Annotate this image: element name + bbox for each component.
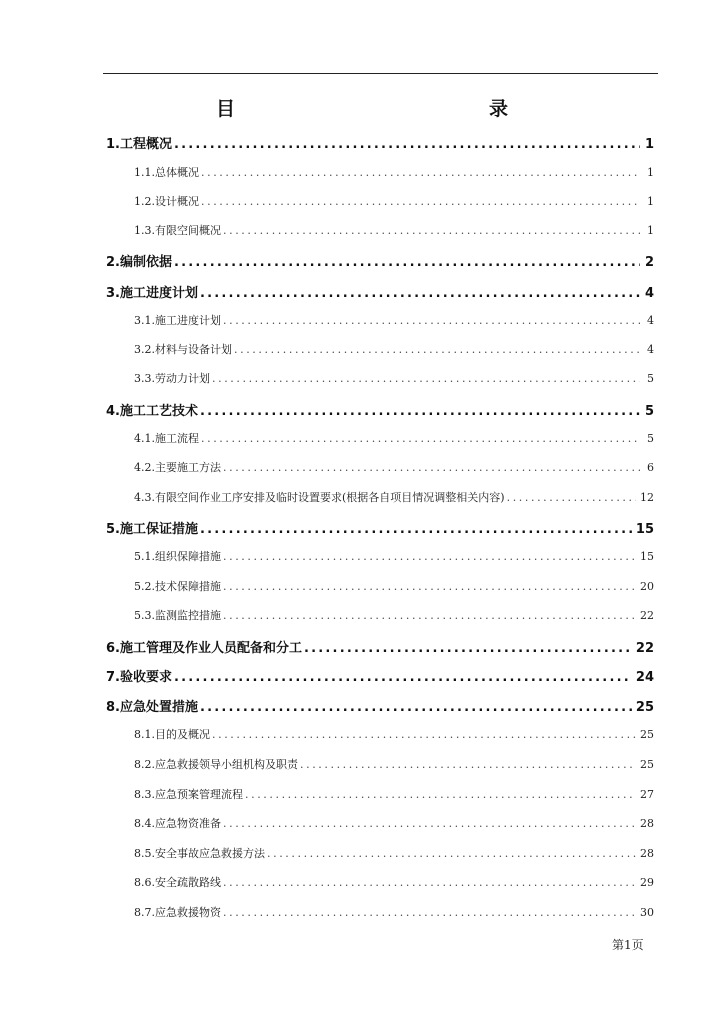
- toc-leader-dots: [223, 876, 636, 889]
- toc-entry-number: 8.4.: [134, 817, 155, 830]
- toc-entry-number: 4.3.: [134, 491, 155, 504]
- toc-entry-page: 5: [647, 372, 654, 385]
- toc-entry-page: 6: [647, 461, 654, 474]
- toc-entry-number: 5.: [106, 522, 120, 537]
- page-number-footer: 第1页: [612, 938, 644, 952]
- toc-entry-title: 技术保障措施: [155, 580, 221, 593]
- toc-entry-page: 27: [640, 788, 654, 801]
- toc-entry-number: 1.3.: [134, 224, 155, 237]
- toc-entry-number: 3.2.: [134, 343, 155, 356]
- toc-entry-title: 安全事故应急救援方法: [155, 847, 265, 860]
- toc-entry-title: 工程概况: [119, 137, 172, 152]
- toc-entry-number: 8.5.: [134, 847, 155, 860]
- toc-leader-dots: [223, 609, 636, 622]
- toc-entry[interactable]: [106, 696, 654, 715]
- toc-entry[interactable]: [134, 312, 654, 328]
- toc-leader-dots: [212, 372, 640, 385]
- toc-entry[interactable]: [134, 578, 654, 594]
- toc-leader-dots: [223, 906, 636, 919]
- toc-entry-number: 8.6.: [134, 876, 155, 889]
- toc-entry-title: 应急救援领导小组机构及职责: [155, 758, 298, 771]
- toc-entry-page: 28: [640, 817, 654, 830]
- toc-entry-page: 28: [640, 847, 654, 860]
- toc-leader-dots: [174, 137, 640, 152]
- toc-entry-number: 8.: [106, 700, 120, 715]
- toc-entry[interactable]: [106, 282, 654, 301]
- toc-entry[interactable]: [134, 786, 654, 802]
- toc-leader-dots: [267, 847, 636, 860]
- toc-entry-title: 总体概况: [155, 166, 199, 179]
- toc-entry-number: 3.3.: [134, 372, 155, 385]
- toc-entry[interactable]: [106, 251, 654, 270]
- toc-entry-page: 22: [635, 641, 654, 656]
- toc-entry-number: 2.: [106, 255, 120, 270]
- toc-entry-title: 施工进度计划: [155, 314, 221, 327]
- toc-leader-dots: [223, 461, 640, 474]
- toc-entry-title: 安全疏散路线: [155, 876, 221, 889]
- toc-entry-title: 应急预案管理流程: [155, 788, 243, 801]
- toc-entry-number: 6.: [106, 641, 120, 656]
- toc-entry-page: 1: [647, 166, 654, 179]
- toc-entry-title: 应急救援物资: [155, 906, 221, 919]
- toc-entry-page: 29: [640, 876, 654, 889]
- toc-entry-number: 5.2.: [134, 580, 155, 593]
- toc-entry-number: 7.: [106, 670, 120, 685]
- toc-leader-dots: [201, 195, 640, 208]
- toc-entry[interactable]: [134, 489, 654, 505]
- toc-leader-dots: [507, 491, 636, 504]
- toc-entry-number: 8.1.: [134, 728, 155, 741]
- toc-entry-page: 1: [647, 224, 654, 237]
- toc-entry[interactable]: [134, 874, 654, 890]
- toc-entry-number: 5.1.: [134, 550, 155, 563]
- toc-entry[interactable]: [134, 341, 654, 357]
- toc-entry-title: 施工保证措施: [119, 522, 198, 537]
- toc-entry-page: 4: [644, 286, 654, 301]
- toc-leader-dots: [300, 758, 636, 771]
- toc-entry-page: 22: [640, 609, 654, 622]
- toc-entry-title: 施工管理及作业人员配备和分工: [119, 641, 302, 656]
- toc-entry[interactable]: [134, 815, 654, 831]
- toc-entry-number: 1.2.: [134, 195, 155, 208]
- toc-leader-dots: [223, 580, 636, 593]
- toc-entry-title: 劳动力计划: [155, 372, 210, 385]
- toc-entry-number: 3.1.: [134, 314, 155, 327]
- toc-entry-title: 施工进度计划: [119, 286, 198, 301]
- toc-leader-dots: [200, 522, 632, 537]
- toc-entry[interactable]: [106, 133, 654, 152]
- toc-entry[interactable]: [106, 666, 654, 685]
- toc-entry-page: 4: [647, 314, 654, 327]
- toc-entry[interactable]: [106, 400, 654, 419]
- toc-entry[interactable]: [106, 518, 654, 537]
- toc-entry-page: 15: [635, 522, 654, 537]
- toc-entry-page: 30: [640, 906, 654, 919]
- toc-entry-page: 5: [644, 404, 654, 419]
- toc-entry-title: 应急物资准备: [155, 817, 221, 830]
- toc-entry-number: 1.: [106, 137, 120, 152]
- toc-entry-page: 1: [644, 137, 654, 152]
- toc-entry-number: 8.2.: [134, 758, 155, 771]
- toc-entry-number: 4.: [106, 404, 120, 419]
- toc-entry[interactable]: [134, 370, 654, 386]
- toc-leader-dots: [223, 550, 636, 563]
- toc-entry-title: 应急处置措施: [119, 700, 198, 715]
- toc-entry-title: 施工工艺技术: [119, 404, 198, 419]
- toc-entry[interactable]: [134, 756, 654, 772]
- toc-entry-page: 4: [647, 343, 654, 356]
- toc-entry-title: 有限空间作业工序安排及临时设置要求(根据各自项目情况调整相关内容): [155, 491, 505, 504]
- toc-leader-dots: [245, 788, 636, 801]
- toc-entry-title: 有限空间概况: [155, 224, 221, 237]
- toc-entry-page: 25: [635, 700, 654, 715]
- toc-entry-title: 监测监控措施: [155, 609, 221, 622]
- toc-entry-title: 组织保障措施: [155, 550, 221, 563]
- toc-entry-number: 4.2.: [134, 461, 155, 474]
- toc-entry[interactable]: [106, 637, 654, 656]
- toc-entry-title: 主要施工方法: [155, 461, 221, 474]
- toc-entry[interactable]: [134, 459, 654, 475]
- toc-entry[interactable]: [134, 904, 654, 920]
- toc-leader-dots: [201, 432, 640, 445]
- toc-entry[interactable]: [134, 222, 654, 238]
- toc-leader-dots: [212, 728, 636, 741]
- toc-entry-page: 15: [640, 550, 654, 563]
- toc-entry-page: 5: [647, 432, 654, 445]
- toc-entry[interactable]: [134, 607, 654, 623]
- toc-entry-title: 目的及概况: [155, 728, 210, 741]
- toc-leader-dots: [223, 224, 640, 237]
- toc-entry-title: 验收要求: [119, 670, 172, 685]
- toc-entry[interactable]: [134, 548, 654, 564]
- toc-entry[interactable]: [134, 430, 654, 446]
- toc-entry-number: 1.1.: [134, 166, 155, 179]
- toc-leader-dots: [201, 166, 640, 179]
- toc-entry-page: 20: [640, 580, 654, 593]
- toc-leader-dots: [223, 817, 636, 830]
- toc-entry[interactable]: [134, 726, 654, 742]
- toc-entry-page: 12: [640, 491, 654, 504]
- toc-entry-page: 24: [635, 670, 654, 685]
- toc-entry[interactable]: [134, 164, 654, 180]
- toc-entry-page: 2: [644, 255, 654, 270]
- toc-entry-title: 施工流程: [155, 432, 199, 445]
- toc-leader-dots: [304, 641, 632, 656]
- toc-leader-dots: [200, 404, 640, 419]
- toc-entry-number: 5.3.: [134, 609, 155, 622]
- toc-entry-title: 设计概况: [155, 195, 199, 208]
- toc-entry-title: 材料与设备计划: [155, 343, 232, 356]
- toc-leader-dots: [200, 700, 632, 715]
- toc-leader-dots: [174, 255, 640, 270]
- toc-leader-dots: [174, 670, 632, 685]
- toc-leader-dots: [200, 286, 640, 301]
- toc-entry-page: 25: [640, 758, 654, 771]
- toc-entry-number: 8.7.: [134, 906, 155, 919]
- toc-entry-number: 8.3.: [134, 788, 155, 801]
- toc-entry[interactable]: [134, 193, 654, 209]
- toc-leader-dots: [223, 314, 640, 327]
- toc-leader-dots: [234, 343, 640, 356]
- toc-entry-number: 4.1.: [134, 432, 155, 445]
- toc-entry[interactable]: [134, 845, 654, 861]
- toc-entry-page: 25: [640, 728, 654, 741]
- page-title: 目 录: [215, 98, 580, 120]
- toc-entry-page: 1: [647, 195, 654, 208]
- toc-entry-number: 3.: [106, 286, 120, 301]
- toc-entry-title: 编制依据: [119, 255, 172, 270]
